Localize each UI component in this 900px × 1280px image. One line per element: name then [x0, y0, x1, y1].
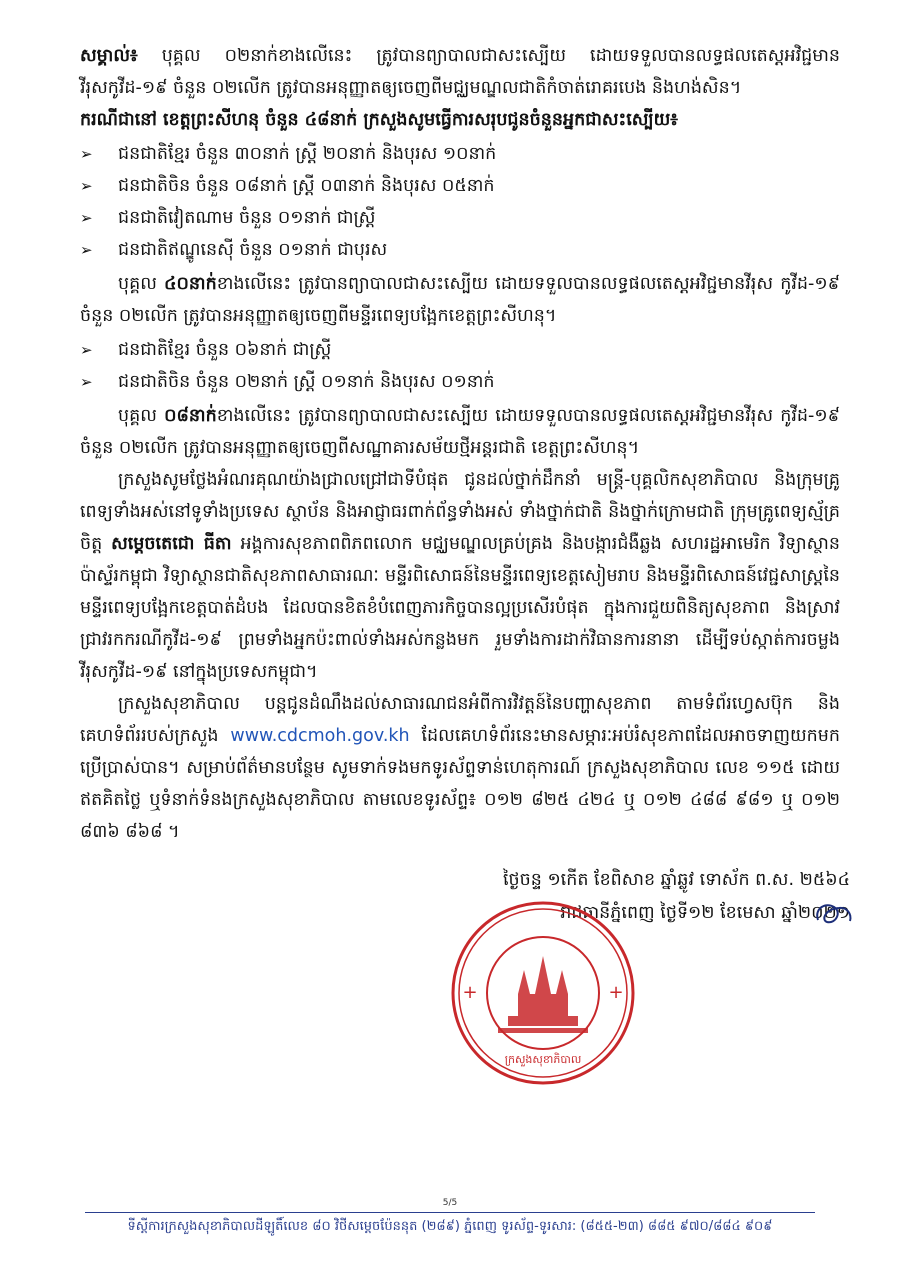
recovered-list-1 — [80, 138, 840, 266]
hospital-paragraph: បុគ្គល ៤០នាក់ខាងលើនេះ ត្រូវបានព្យាបាលជាសះស្បើយ ដោយទទួលបានលទ្ធផលតេស្តអវិជ្ជមានវីរុស កូវីដ-១៩ ចំនួន ០២លើក ត្រូវបានអនុញ្ញាតឲ្យចេញពីមន្ទីរពេទ្យបង្អែកខេត្តព្រះសីហនុ។ — [80, 274, 840, 326]
arrow-bullet-icon: ➢ — [80, 241, 93, 259]
note-paragraph — [80, 40, 840, 104]
thanks-paragraph: ក្រសួងសូមថ្លែងអំណរគុណយ៉ាងជ្រាលជ្រៅជាទីបំផុត ជូនដល់ថ្នាក់ដឹកនាំ មន្ត្រី-បុគ្គលិកសុខាភិបាល និងក្រុមគ្រូពេទ្យទាំងអស់នៅទូទាំងប្រទេស ស្ថាប័ន និងអាជ្ញាធរពាក់ព័ន្ធទាំងអស់ ទាំងថ្នាក់ជាតិ និងថ្នាក់ក្រោមជាតិ ក្រុមគ្រូពេទ្យស្ម័គ្រចិត្ត សម្តេចតេជោ ធីតា អង្គការសុខភាពពិភពលោក មជ្ឈមណ្ឌលគ្រប់គ្រង និងបង្ការជំងឺឆ្លង សហរដ្ឋអាមេរិក វិទ្យាស្ថានប៉ាស្ទ័រកម្ពុជា វិទ្យាស្ថានជាតិសុខភាពសាធារណៈ មន្ទីរពិសោធន៍នៃមន្ទីរពេទ្យខេត្តសៀមរាប និងមន្ទីរពិសោធន៍វេជ្ជសាស្ត្រនៃមន្ទីរពេទ្យបង្អែកខេត្តបាត់ដំបង ដែលបានខិតខំបំពេញភារកិច្ចបានល្អប្រសើរបំផុត ក្នុងការជួយពិនិត្យសុខភាព និងស្រាវជ្រាវរកករណីកូវីដ-១៩ ព្រមទាំងអ្នកប៉ះពាល់ទាំងអស់កន្លងមក រួមទាំងការដាក់វិធានការនានា ដើម្បីទប់ស្កាត់ការចម្លងវីរុសកូវីដ-១៩ នៅក្នុងប្រទេសកម្ពុជា។ — [80, 470, 840, 682]
ministry-seal-icon — [448, 898, 638, 1088]
note-text: បុគ្គល ០២នាក់ខាងលើនេះ ត្រូវបានព្យាបាលជាសះស្បើយ ដោយទទួលបានលទ្ធផលតេស្តអវិជ្ជមានវីរុសកូវីដ-១៩ ចំនួន ០២លើក ត្រូវបានអនុញ្ញាតឲ្យចេញពីមជ្ឈមណ្ឌលជាតិកំចាត់រោគរបេង និងហង់សិន។ — [80, 46, 840, 98]
arrow-bullet-icon: ➢ — [80, 177, 93, 195]
page-number: 5/5 — [442, 1198, 458, 1208]
count-08: ០៨នាក់ — [164, 406, 217, 426]
list-item: ➢ ជនជាតិចិន ចំនួន ០៨នាក់ ស្ត្រី ០៣នាក់ និងបុរស ០៥នាក់ — [80, 170, 840, 202]
arrow-bullet-icon: ➢ — [80, 209, 93, 227]
hotel-paragraph: បុគ្គល ០៨នាក់ខាងលើនេះ ត្រូវបានព្យាបាលជាសះស្បើយ ដោយទទួលបានលទ្ធផលតេស្តអវិជ្ជមានវីរុស កូវីដ-១៩ ចំនួន ០២លើក ត្រូវបានអនុញ្ញាតឲ្យចេញពីសណ្ឋាគារសម័យថ្មីអន្តរជាតិ ខេត្តព្រះសីហនុ។ — [80, 406, 840, 458]
seal-text: ក្រសួងសុខាភិបាល — [504, 1053, 582, 1066]
info-paragraph: ក្រសួងសុខាភិបាល បន្តជូនដំណឹងដល់សាធារណជនអំពីការវិវត្តន៍នៃបញ្ហាសុខភាព តាមទំព័រហ្វេសប៊ុក និងគេហទំព័ររបស់ក្រសួង www.cdcmoh.gov.kh ដែលគេហទំព័រនេះមានសម្ភារៈអប់រំសុខភាពដែលអាចទាញយកមកប្រើប្រាស់បាន។ សម្រាប់ព័ត៌មានបន្ថែម សូមទាក់ទងមកទូរស័ព្ទទាន់ហេតុការណ៍ ក្រសួងសុខាភិបាល លេខ ១១៥ ដោយឥតគិតថ្លៃ ឬទំនាក់ទំនងក្រសួងសុខាភិបាល តាមលេខទូរស័ព្ទ៖ ០១២ ៨២៥ ៤២៤ ឬ ០១២ ៤៨៨ ៩៨១ ឬ ០១២ ៨៣៦ ៨៦៨ ។ — [80, 694, 840, 842]
list-item: ➢ ជនជាតិខ្មែរ ចំនួន ០៦នាក់ ជាស្ត្រី — [80, 334, 840, 366]
volunteer-group-name: សម្តេចតេជោ ធីតា — [111, 534, 232, 554]
arrow-bullet-icon: ➢ — [80, 341, 93, 359]
count-40: ៤០នាក់ — [164, 274, 217, 294]
section-heading: ករណីជានៅ ខេត្តព្រះសីហនុ ចំនួន ៤៨នាក់ ក្រសួងសូមធ្វើការសរុបជូនចំនួនអ្នកជាសះស្បើយ៖ — [80, 110, 678, 130]
arrow-bullet-icon: ➢ — [80, 373, 93, 391]
signature-mark — [812, 898, 856, 928]
recovered-list-2 — [80, 334, 840, 398]
note-label: សម្គាល់៖ — [80, 46, 138, 66]
document-body — [80, 40, 840, 848]
website-link[interactable]: www.cdcmoh.gov.kh — [230, 726, 410, 746]
list-item: ➢ ជនជាតិឥណ្ឌូនេស៊ី ចំនួន ០១នាក់ ជាបុរស — [80, 234, 840, 266]
footer-divider — [85, 1212, 815, 1213]
list-item: ➢ ជនជាតិវៀតណាម ចំនួន ០១នាក់ ជាស្ត្រី — [80, 202, 840, 234]
list-item: ➢ ជនជាតិខ្មែរ ចំនួន ៣០នាក់ ស្ត្រី ២០នាក់ និងបុរស ១០នាក់ — [80, 138, 840, 170]
svg-text:+: + — [608, 982, 624, 1003]
solar-date: រាជធានីភ្នំពេញ ថ្ងៃទី១២ ខែមេសា ឆ្នាំ២០២១ — [560, 903, 850, 923]
arrow-bullet-icon: ➢ — [80, 145, 93, 163]
lunar-date: ថ្ងៃចន្ទ ១កើត ខែពិសាខ ឆ្នាំឆ្លូវ ទោស័ក ព.ស. ២៥៦៤ — [503, 870, 850, 890]
svg-text:+: + — [462, 982, 478, 1003]
list-item: ➢ ជនជាតិចិន ចំនួន ០២នាក់ ស្ត្រី ០១នាក់ និងបុរស ០១នាក់ — [80, 366, 840, 398]
footer-address: ទីស្តីការក្រសួងសុខាភិបាលដីឡូតិ៍លេខ ៨០ វិថីសម្តេចប៉ែននុត (២៨៩) ភ្នំពេញ ទូរស័ព្ទ-ទូរសារ: (៨៥៥-២៣) ៨៨៥ ៩៧០/៨៨៤ ៩០៩ — [127, 1219, 773, 1234]
